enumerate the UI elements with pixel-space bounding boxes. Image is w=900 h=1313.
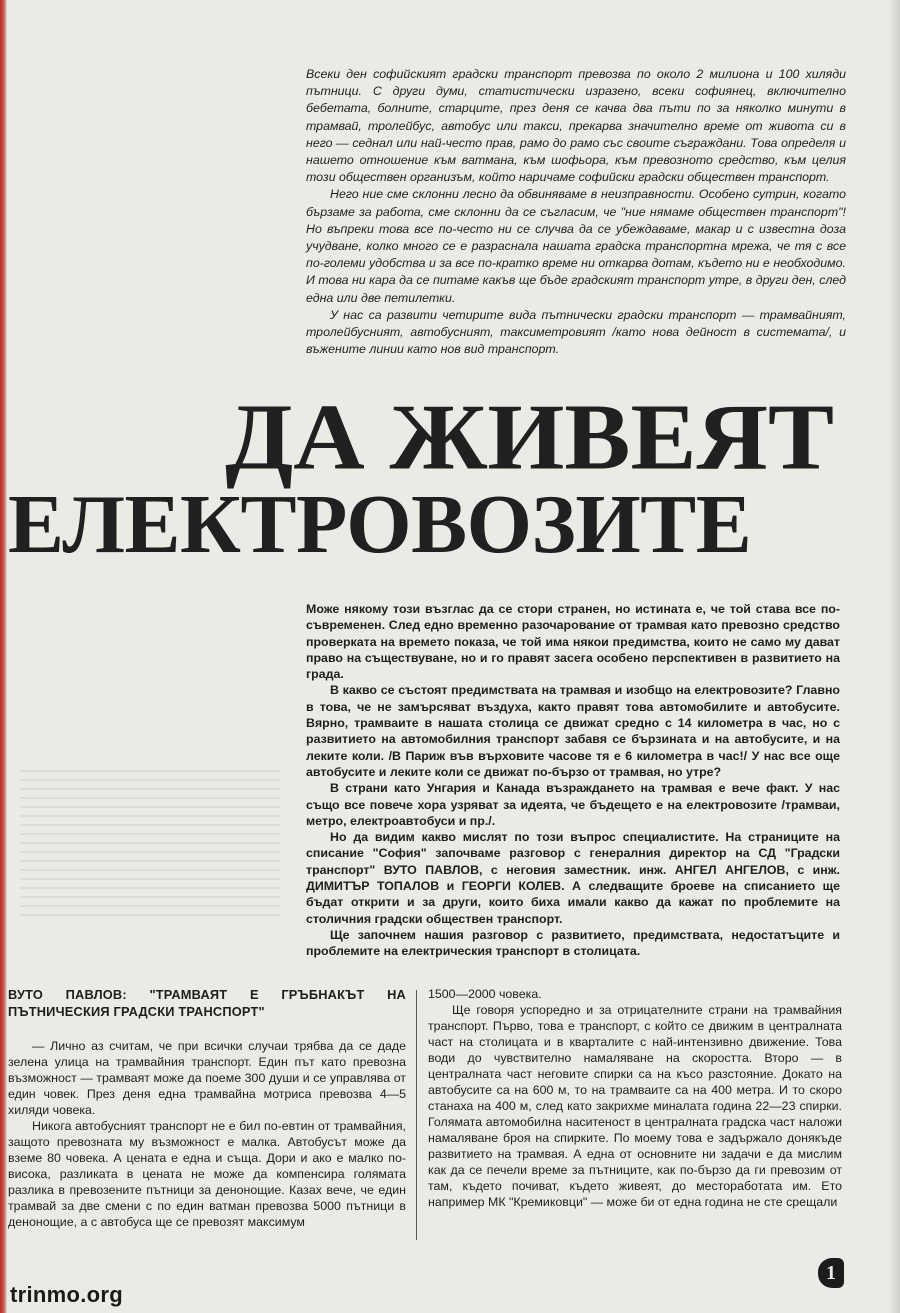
intro-paragraph-1: Всеки ден софийският градски транспорт превозва по около 2 милиона и 100 хиляди пътници. С други думи, статистически изразено, всеки софиянец, включително бебетата, болните, старците, през деня се качва два пъти по за няколко минути в трамвай, тролейбус, автобус или такси, прекарва значително време от живота си в него — седнал или най-често прав, рамо до рамо със своите съграждани. Това определя и нашето отношение към ватмана, към шофьора, към превозното средство, към целия този обществен организъм, който наричаме софийски градски обществен транспорт. <box>306 67 846 185</box>
lead-paragraph-4: Но да видим какво мислят по този въпрос специалистите. На страниците на списание "София" започваме разговор с генералния директор на СД "Градски транспорт" ВУТО ПАВЛОВ, с неговия заместник. инж. АНГЕЛ АНГЕЛОВ, с инж. ДИМИТЪР ТОПАЛОВ и ГЕОРГИ КОЛЕВ. А следващите броеве на списанието ще бъдат открити и за други, които биха имали какво да кажат по проблемите на столичния градски обществен транспорт. <box>306 830 840 926</box>
intro-paragraph-3: У нас са развити четирите вида пътнически градски транспорт — трамвайният, тролейбусният, автобусният, таксиметровият /като нова дейност в системата/, и въжените линии като нов вид транспорт. <box>306 307 846 357</box>
interview-column-left <box>8 986 406 1230</box>
headline-line-1: ДА ЖИВЕЯТ <box>225 385 834 490</box>
interview-continuation: 1500—2000 човека. <box>428 987 542 1001</box>
bleed-through-texture <box>20 770 280 920</box>
page-edge-right <box>890 0 900 1313</box>
lead-paragraph-5: Ще започнем нашия разговор с развитието, предимствата, недостатъците и проблемите на електрическия транспорт в столицата. <box>306 927 840 959</box>
article-headline <box>8 385 858 571</box>
column-divider <box>416 990 417 1240</box>
page-edge-left <box>0 0 7 1313</box>
intro-paragraph-2: Него ние сме склонни лесно да обвиняваме в неизправности. Особено сутрин, когато бързаме за работа, сме склонни да се съгласим, че "ние нямаме обществен транспорт"! Но въпреки това все по-често ни се случва да се убеждаваме, макар и с известна доза учудване, колко много се е разраснала нашата градска транспортна мрежа, че тя с все по-големи удобства и за все по-кратко време ни откарва дотам, където ни е необходимо. И това ни кара да се питаме какъв ще бъде градският транспорт утре, в други ден, след една или две петилетки. <box>306 187 846 305</box>
page-number-badge: 1 <box>818 1258 844 1288</box>
lead-paragraph-1: Може някому този възглас да се стори странен, но истината е, че той става все по-съвременен. След едно временно разочарование от трамвая като превозно средство проверката на времето показа, че той има някои предимства, които не само му дават право на съществуване, но и го правят засега особено перспективен в развитието на града. <box>306 602 840 682</box>
lead-paragraph-2: В какво се състоят предимствата на трамвая и изобщо на електровозите? Главно в това, че не замърсяват въздуха, както правят това автомобилите и автобусите. Вярно, трамваите в нашата столица се движат средно с 14 километра в час, но с развитието на автомобилния транспорт забавя се бързината и на автобусите, и на леките коли. /В Париж във върховите часове тя е 6 километра в час!/ У нас все още автобусите и леките коли се движат по-бързо от трамвая, но утре? <box>306 683 840 779</box>
lead-paragraph-3: В страни като Унгария и Канада възраждането на трамвая е вече факт. У нас също все повече хора узряват за идеята, че бъдещето е на електровозите /трамваи, метро, електроавтобуси и пр./. <box>306 781 840 828</box>
lead-text <box>306 601 840 960</box>
interview-paragraph-3: Ще говоря успоредно и за отрицателните страни на трамвайния транспорт. Първо, това е транспорт, с който се движим в централната част на столицата и в кварталите с най-интензивно движение. Това води до чувствително намаляване на скоростта. Второ — в централната част неговите спирки са на късо разстояние. Докато на автобусите са на 600 м, то на трамваите са на 400 метра. И то скоро станаха на 400 м, след като закрихме миналата година 22—23 спирки. Голямата автомобилна наситеност в централната градска част наложи намаляване броя на спирките. По моему това е задържало донякъде развитието на трамвая. А една от основните ни задачи е да мислим как да се печели време за пътниците, как по-бързо да ги превозим от там, където почиват, където живеят, до месторaботата им. Ето например МК "Кремиковци" — може би от една година не сте срещали <box>428 1003 842 1209</box>
interview-paragraph-2: Никога автобусният транспорт не е бил по-евтин от трамвайния, защото превозната му възможност е малка. Автобусът може да вземе 80 човека. А цената е една и съща. Дори и ако е малко по-висока, разликата в цената не може да компенсира голямата разлика в превозените пътници за денонощие. Казах вече, че един трамвай за две смени с по един ватман превозва 5000 пътници в денонощие, а с автобуса ще се превозят максимум <box>8 1119 406 1229</box>
interview-heading: ВУТО ПАВЛОВ: "ТРАМВАЯТ Е ГРЪБНАКЪТ НА ПЪТНИЧЕСКИЯ ГРАДСКИ ТРАНСПОРТ" <box>8 987 406 1019</box>
headline-line-2: ЕЛЕКТРОВОЗИТЕ <box>8 478 752 571</box>
watermark: trinmo.org <box>10 1282 123 1307</box>
interview-column-right <box>428 986 842 1210</box>
intro-text <box>306 66 846 358</box>
interview-paragraph-1: — Лично аз считам, че при всички случаи трябва да се даде зелена улица на трамвайния транспорт. Един път като превозна възможност — трамваят може да поеме 300 души и се управлява от един човек. През деня една трамвайна мотриса превозва 4—5 хиляди човека. <box>8 1039 406 1117</box>
